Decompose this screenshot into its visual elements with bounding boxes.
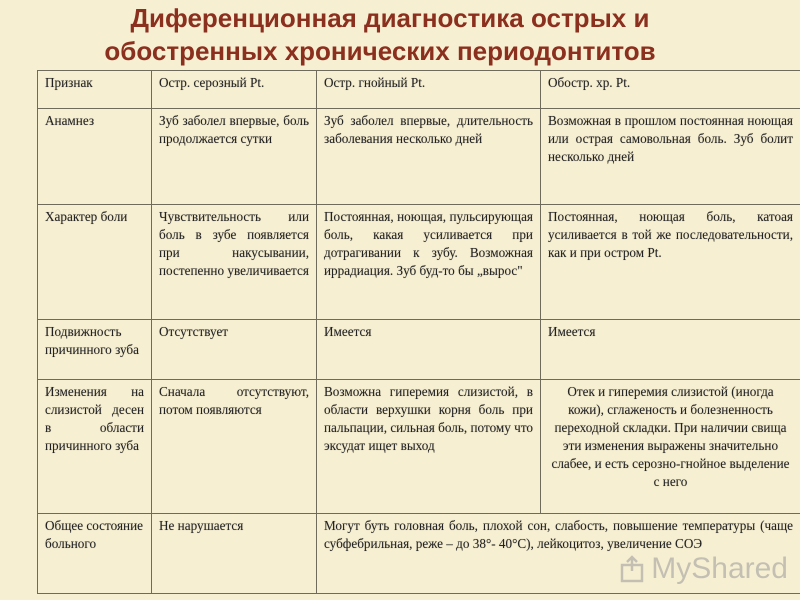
row-sign-cell: Подвижность причинного зуба	[38, 320, 152, 380]
table-row	[38, 205, 800, 320]
table-row	[38, 109, 800, 205]
chronic-cell: Возможная в прошлом постоянная ноющая или острая самовольная боль. Зуб болит несколько дней	[541, 109, 800, 205]
myshared-logo-icon	[619, 555, 645, 583]
header-serous: Остр. серозный Pt.	[152, 71, 317, 109]
watermark	[619, 552, 788, 586]
page-title	[0, 0, 800, 68]
table-row	[38, 320, 800, 380]
serous-cell: Сначала отсутствуют, потом появляются	[152, 380, 317, 514]
header-purulent: Остр. гнойный Pt.	[317, 71, 541, 109]
chronic-cell: Постоянная, ноющая боль, катоая усиливается в той же последовательности, как и при остром Pt.	[541, 205, 800, 320]
chronic-cell: Имеется	[541, 320, 800, 380]
chronic-cell: Отек и гиперемия слизистой (иногда кожи), сглаженость и болезненность переходной складки. При наличии свища эти изменения выражены значительно слабее, и есть серозно-гнойное выделение с него	[541, 380, 800, 514]
row-sign-cell: Характер боли	[38, 205, 152, 320]
purulent-cell: Зуб заболел впервые, длительность заболевания несколько дней	[317, 109, 541, 205]
row-sign-cell: Изменения на слизистой десен в области причинного зуба	[38, 380, 152, 514]
watermark-text: MyShared	[651, 552, 788, 585]
purulent-cell: Имеется	[317, 320, 541, 380]
serous-cell: Зуб заболел впервые, боль продолжается сутки	[152, 109, 317, 205]
diagnosis-table	[37, 70, 800, 594]
merged-cell: Могут буть головная боль, плохой сон, слабость, повышение температуры (чаще субфебрильная, реже – до 38°- 40°C), лейкоцитоз, увеличение СОЭ	[317, 514, 800, 594]
purulent-cell: Постоянная, ноющая, пульсирующая боль, какая усиливается при дотрагивании к зубу. Возможная иррадиация. Зуб буд-то бы „вырос"	[317, 205, 541, 320]
purulent-cell: Возможна гиперемия слизистой, в области верхушки корня боль при пальпации, сильная боль, потому что эксудат ищет выход	[317, 380, 541, 514]
title-line-1: Диференционная диагностика острых и	[130, 3, 650, 33]
table-row	[38, 380, 800, 514]
title-line-2: обостренных хронических периодонтитов	[104, 36, 656, 66]
table-header-row	[38, 71, 800, 109]
serous-cell: Отсутствует	[152, 320, 317, 380]
serous-cell: Не нарушается	[152, 514, 317, 594]
header-chronic: Обостр. хр. Pt.	[541, 71, 800, 109]
row-sign-cell: Общее состояние больного	[38, 514, 152, 594]
header-sign: Признак	[38, 71, 152, 109]
serous-cell: Чувствительность или боль в зубе появляется при накусывании, постепенно увеличивается	[152, 205, 317, 320]
row-sign-cell: Анамнез	[38, 109, 152, 205]
